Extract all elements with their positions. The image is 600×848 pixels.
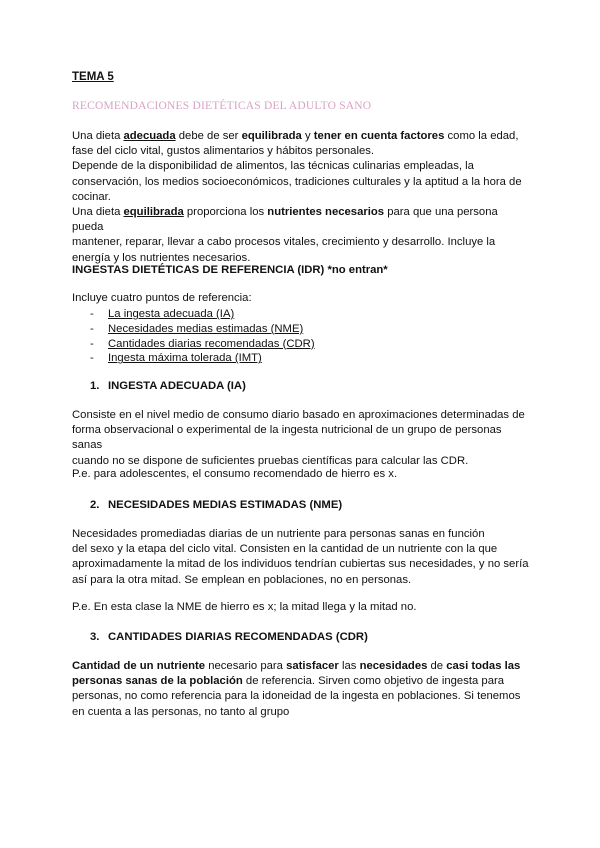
text-run: las [338,660,360,672]
text-line: así para la otra mitad. Se emplean en poblaciones, no en personas. [72,573,412,586]
text-line: cuando no se dispone de suficientes pruebas científicas para calcular las CDR. [72,454,469,467]
section-title: INGESTA ADECUADA (IA) [108,380,246,392]
text-run: tener en cuenta factores [313,130,445,142]
text-run: satisfacer [286,660,339,672]
text-run: y [301,130,314,142]
text-line: aproximadamente la mitad de los individuos tendrían cubiertas sus necesidades, y no sería [72,558,529,571]
list-item [90,307,315,322]
text-run: necesario para [205,660,287,672]
section-heading-nme [90,499,342,511]
text-run: necesidades [359,660,428,672]
intro-paragraph [72,129,532,266]
text-line: forma observacional o experimental de la ingesta nutricional de un grupo de personas sanas [72,424,502,452]
text-run: casi todas las [446,660,521,672]
section-nme-paragraph [72,527,532,588]
section-cdr-paragraph [72,659,532,720]
reference-item-label: Necesidades medias estimadas (NME) [108,322,304,335]
text-line: mantener, reparar, llevar a cabo procesos vitales, crecimiento y desarrollo. Incluye la [72,236,496,249]
text-run: como la edad, [444,130,519,142]
text-run: Una dieta [72,206,124,219]
section-title: CANTIDADES DIARIAS RECOMENDADAS (CDR) [108,631,368,643]
text-line: energía y los nutrientes necesarios. [72,251,251,264]
text-line: del sexo y la etapa del ciclo vital. Consisten en la cantidad de un nutriente con la que [72,543,498,556]
text-run: Una dieta [72,130,124,142]
section-heading-ia [90,380,246,392]
text-run: de referencia. Sirven como objetivo de ingesta para [242,675,505,688]
idr-heading: INGESTAS DIETÉTICAS DE REFERENCIA (IDR) *no entran* [72,264,388,276]
text-run: equilibrada [241,130,302,142]
text-run: debe de ser [175,130,242,142]
text-run: nutrientes necesarios [267,206,385,219]
text-line: cocinar. [72,190,111,203]
section-heading-cdr [90,631,368,643]
text-line: Necesidades promediadas diarias de un nutriente para personas sanas en función [72,528,485,540]
text-run: adecuada [123,130,176,142]
text-run: Cantidad de un nutriente [72,660,206,672]
idr-intro: Incluye cuatro puntos de referencia: [72,292,252,304]
section-number: 1. [90,380,100,392]
text-line: Consiste en el nivel medio de consumo diario basado en aproximaciones determinadas de [72,409,525,421]
list-item [90,322,315,337]
reference-list [90,307,315,366]
reference-item-label: Cantidades diarias recomendadas (CDR) [108,337,315,350]
text-line: Depende de la disponibilidad de alimentos, las técnicas culinarias empleadas, la [72,160,474,173]
text-run: equilibrada [123,206,184,219]
reference-item-label: Ingesta máxima tolerada (IMT) [108,352,262,365]
text-run: personas sanas de la población [72,675,243,688]
section-title: NECESIDADES MEDIAS ESTIMADAS (NME) [108,499,343,511]
text-line: fase del ciclo vital, gustos alimentarios y hábitos personales. [72,145,375,158]
section-ia-example: P.e. para adolescentes, el consumo recomendado de hierro es x. [72,468,398,480]
topic-heading: TEMA 5 [72,71,114,83]
section-ia-paragraph [72,408,532,469]
text-run: de [427,660,447,672]
list-item [90,337,315,352]
section-number: 3. [90,631,100,643]
document-title: RECOMENDACIONES DIETÉTICAS DEL ADULTO SANO [72,100,372,112]
section-nme-example: P.e. En esta clase la NME de hierro es x; la mitad llega y la mitad no. [72,601,417,613]
text-line: personas, no como referencia para la idoneidad de la ingesta en poblaciones. Si tenemos [72,690,521,703]
reference-item-label: La ingesta adecuada (IA) [108,308,235,320]
text-run: proporciona los [183,206,268,219]
section-number: 2. [90,499,100,511]
list-item [90,351,315,366]
text-run: para que una persona pueda [72,206,498,234]
text-line: conservación, los medios socioeconómicos, tradiciones culturales y la aptitud a la hora de [72,175,522,188]
text-line: en cuenta a las personas, no tanto al grupo [72,705,290,718]
